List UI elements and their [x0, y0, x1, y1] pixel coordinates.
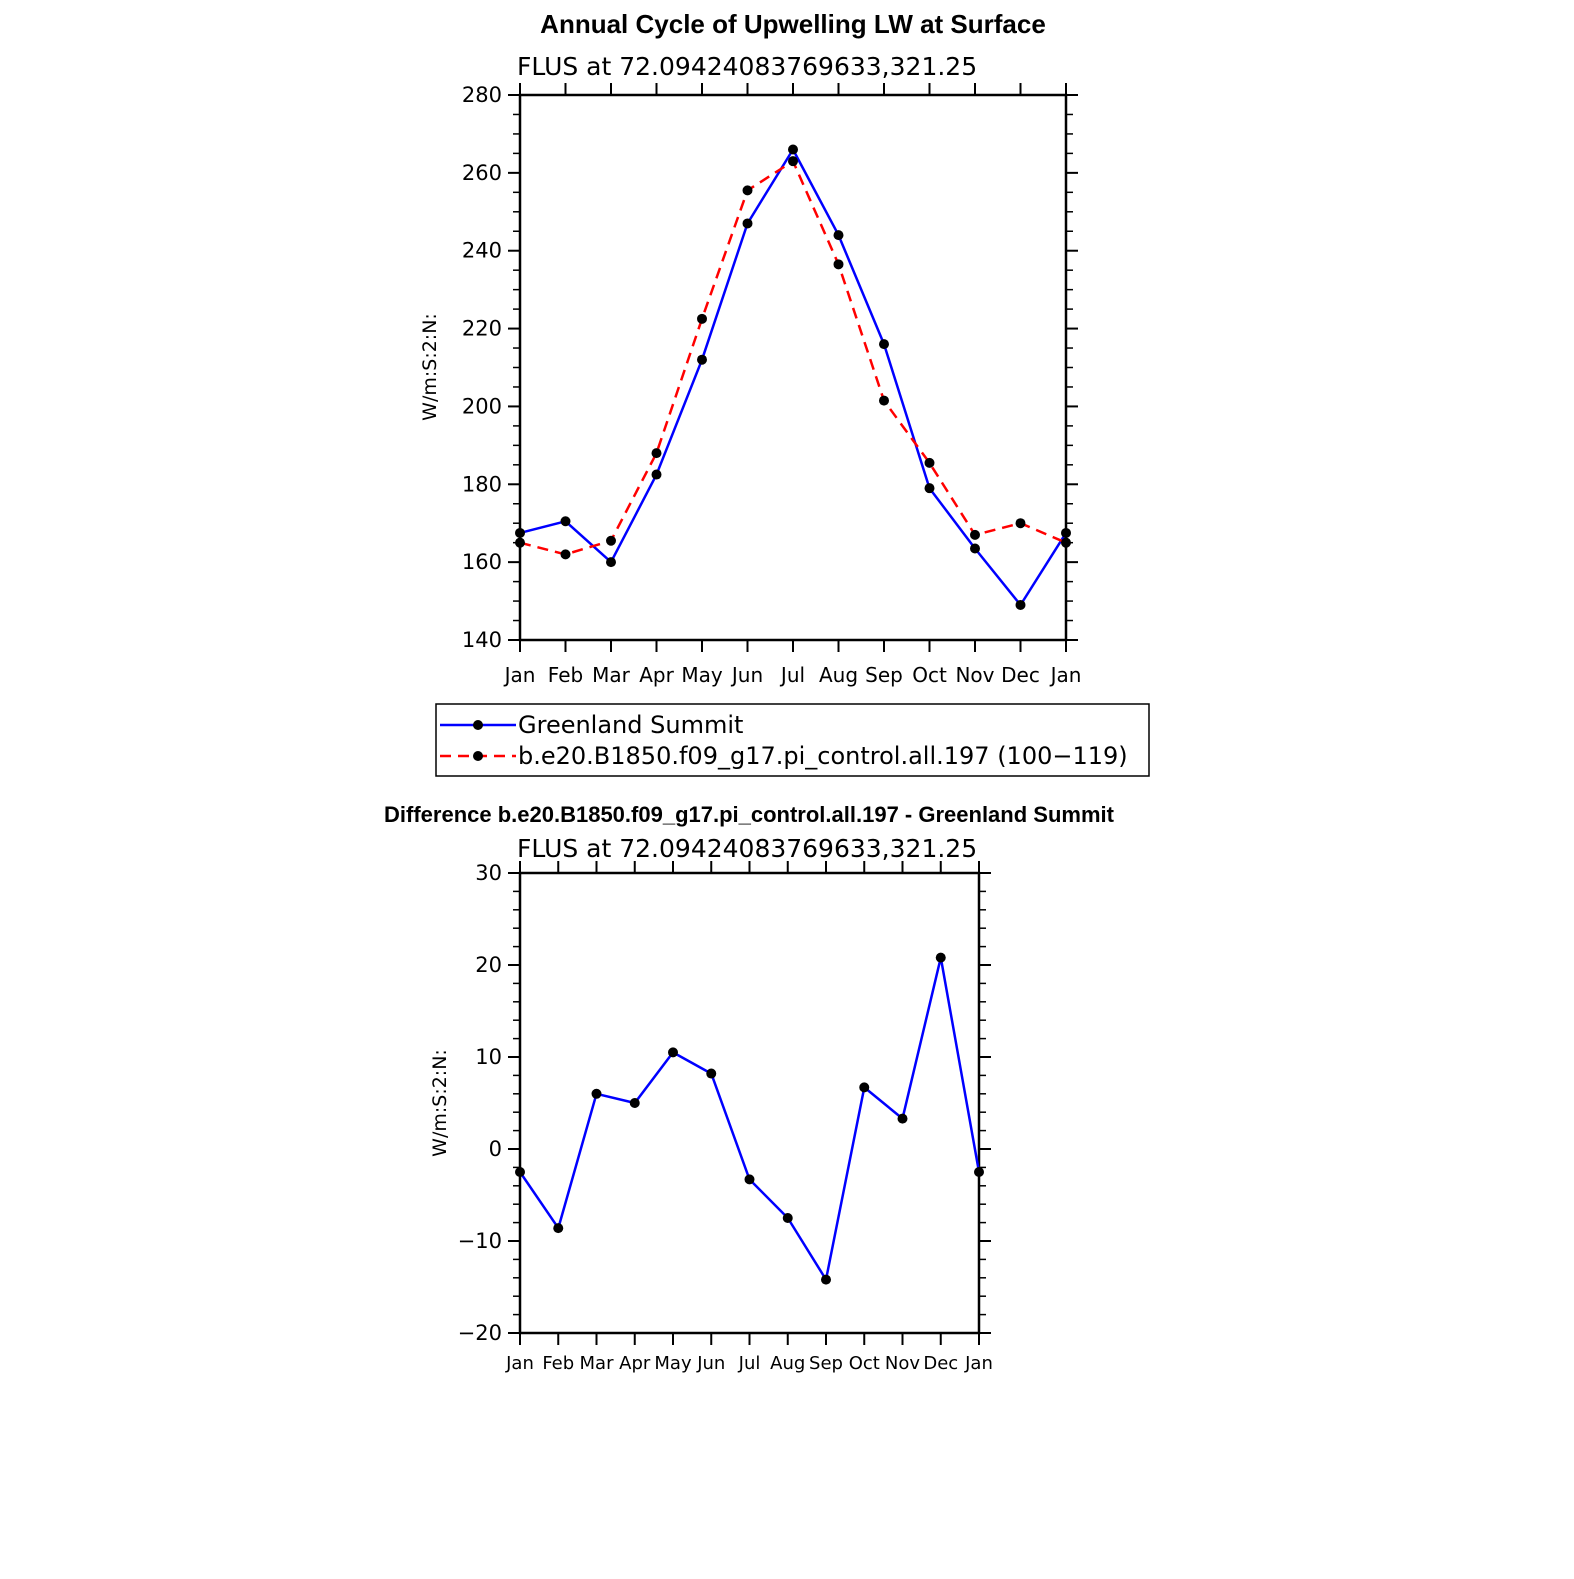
chart1-series-2-point [743, 185, 753, 195]
chart1-series-2-point [970, 530, 980, 540]
chart2-series-1-point [821, 1275, 831, 1285]
chart1-series-line-2 [520, 161, 1066, 554]
legend-marker-greenland [473, 720, 483, 730]
chart1-xtick-label: Feb [547, 663, 584, 687]
chart2-ylabel: W/m:S:2:N: [429, 1049, 451, 1157]
chart1-ytick-label: 160 [461, 550, 502, 575]
chart1-series-2-point [697, 314, 707, 324]
chart2-ytick-label: −20 [457, 1321, 502, 1345]
chart1-series-2-point [515, 538, 525, 548]
chart2-subtitle: FLUS at 72.09424083769633,321.25 [517, 834, 978, 863]
chart1-xtick-label: Sep [865, 663, 903, 687]
chart2-series-1-point [630, 1098, 640, 1108]
chart1-series-2-point [1061, 538, 1071, 548]
chart2-ytick-label: 20 [475, 953, 502, 977]
chart1-series-1-point [970, 544, 980, 554]
chart1-ytick-label: 240 [461, 238, 502, 263]
chart1-xtick-label: Apr [639, 663, 674, 687]
chart2-xtick-label: Jul [738, 1353, 761, 1374]
chart1-series-1-point [1061, 528, 1071, 538]
legend-marker-model [473, 751, 483, 761]
chart1-ytick-label: 220 [461, 316, 502, 341]
chart2-frame [520, 873, 979, 1333]
chart1-series-2-point [925, 458, 935, 468]
chart1-legend [436, 704, 1149, 776]
chart2-series-1-point [859, 1082, 869, 1092]
chart2-xtick-label: Mar [579, 1353, 614, 1374]
legend-label-greenland: Greenland Summit [518, 711, 744, 739]
chart1-xtick-label: Jul [780, 663, 806, 687]
chart1-series-1-point [743, 218, 753, 228]
chart2-xtick-label: Dec [923, 1353, 959, 1374]
chart2-ytick-label: 0 [488, 1137, 502, 1161]
chart1-plot [462, 83, 1082, 687]
chart1-series-2-point [561, 549, 571, 559]
chart1-series-1-point [652, 470, 662, 480]
chart2-series-1-point [745, 1174, 755, 1184]
legend-label-model: b.e20.B1850.f09_g17.pi_control.all.197 (100−119) [518, 742, 1128, 770]
chart1-xtick-label: Aug [818, 663, 859, 687]
chart1-ytick-label: 140 [461, 628, 502, 652]
chart1-ytick-label: 280 [461, 83, 502, 107]
chart1-series-2-point [606, 536, 616, 546]
chart1-series-2-point [1016, 518, 1026, 528]
chart1-series-1-point [697, 355, 707, 365]
chart2-ytick-label: 30 [475, 861, 502, 885]
chart2-series-1-point [706, 1069, 716, 1079]
chart2-series-1-point [668, 1047, 678, 1057]
chart1-series-1-point [788, 145, 798, 155]
chart2-title: Difference b.e20.B1850.f09_g17.pi_control.all.197 - Greenland Summit [384, 802, 1114, 827]
chart1-ytick-label: 260 [461, 160, 502, 185]
chart1-ytick-label: 180 [461, 472, 502, 497]
chart1-ylabel: W/m:S:2:N: [419, 313, 441, 421]
chart2-xtick-label: May [654, 1353, 692, 1374]
chart1-series-1-point [606, 557, 616, 567]
chart2-xtick-label: Feb [542, 1353, 575, 1374]
chart2-series-1-point [515, 1167, 525, 1177]
chart2-series-line-1 [520, 958, 979, 1280]
chart1-xtick-label: Nov [955, 663, 995, 687]
chart2-xtick-label: Jan [506, 1353, 534, 1374]
chart2-series-1-point [974, 1167, 984, 1177]
chart2-series-1-point [783, 1213, 793, 1223]
chart2-xtick-label: Aug [770, 1353, 806, 1374]
chart1-series-1-point [879, 339, 889, 349]
chart1-series-1-point [925, 483, 935, 493]
chart2-xtick-label: Jan [965, 1353, 993, 1374]
chart1-series-2-point [652, 448, 662, 458]
chart2-xtick-label: Sep [809, 1353, 843, 1374]
chart2-series-1-point [936, 953, 946, 963]
chart1-xtick-label: Jan [504, 663, 536, 687]
chart1-series-1-point [561, 516, 571, 526]
chart1-xtick-label: Mar [592, 663, 630, 687]
chart1-series-1-point [1016, 600, 1026, 610]
chart1-xtick-label: Jun [731, 663, 764, 687]
chart2-series-1-point [592, 1089, 602, 1099]
chart1-xtick-label: Jan [1050, 663, 1082, 687]
chart1-xtick-label: Oct [912, 663, 947, 687]
chart1-ytick-label: 200 [461, 394, 502, 419]
chart1-series-line-1 [520, 150, 1066, 606]
chart1-series-1-point [515, 528, 525, 538]
chart2-xtick-label: Nov [884, 1353, 921, 1374]
chart1-xtick-label: Dec [1001, 663, 1040, 687]
chart2-xtick-label: Jun [697, 1353, 726, 1374]
chart2-ytick-label: −10 [457, 1229, 502, 1253]
chart1-xtick-label: May [681, 663, 723, 687]
chart1-subtitle: FLUS at 72.09424083769633,321.25 [517, 52, 978, 81]
chart2-series-1-point [553, 1223, 563, 1233]
chart1-title: Annual Cycle of Upwelling LW at Surface [540, 9, 1046, 39]
chart2-plot [458, 861, 993, 1374]
chart1-series-2-point [834, 259, 844, 269]
chart1-series-2-point [788, 156, 798, 166]
chart2-xtick-label: Oct [848, 1353, 880, 1374]
chart2-ytick-label: 10 [475, 1045, 502, 1069]
chart2-xtick-label: Apr [619, 1353, 651, 1374]
chart1-series-1-point [834, 230, 844, 240]
chart1-series-2-point [879, 396, 889, 406]
chart2-series-1-point [898, 1114, 908, 1124]
